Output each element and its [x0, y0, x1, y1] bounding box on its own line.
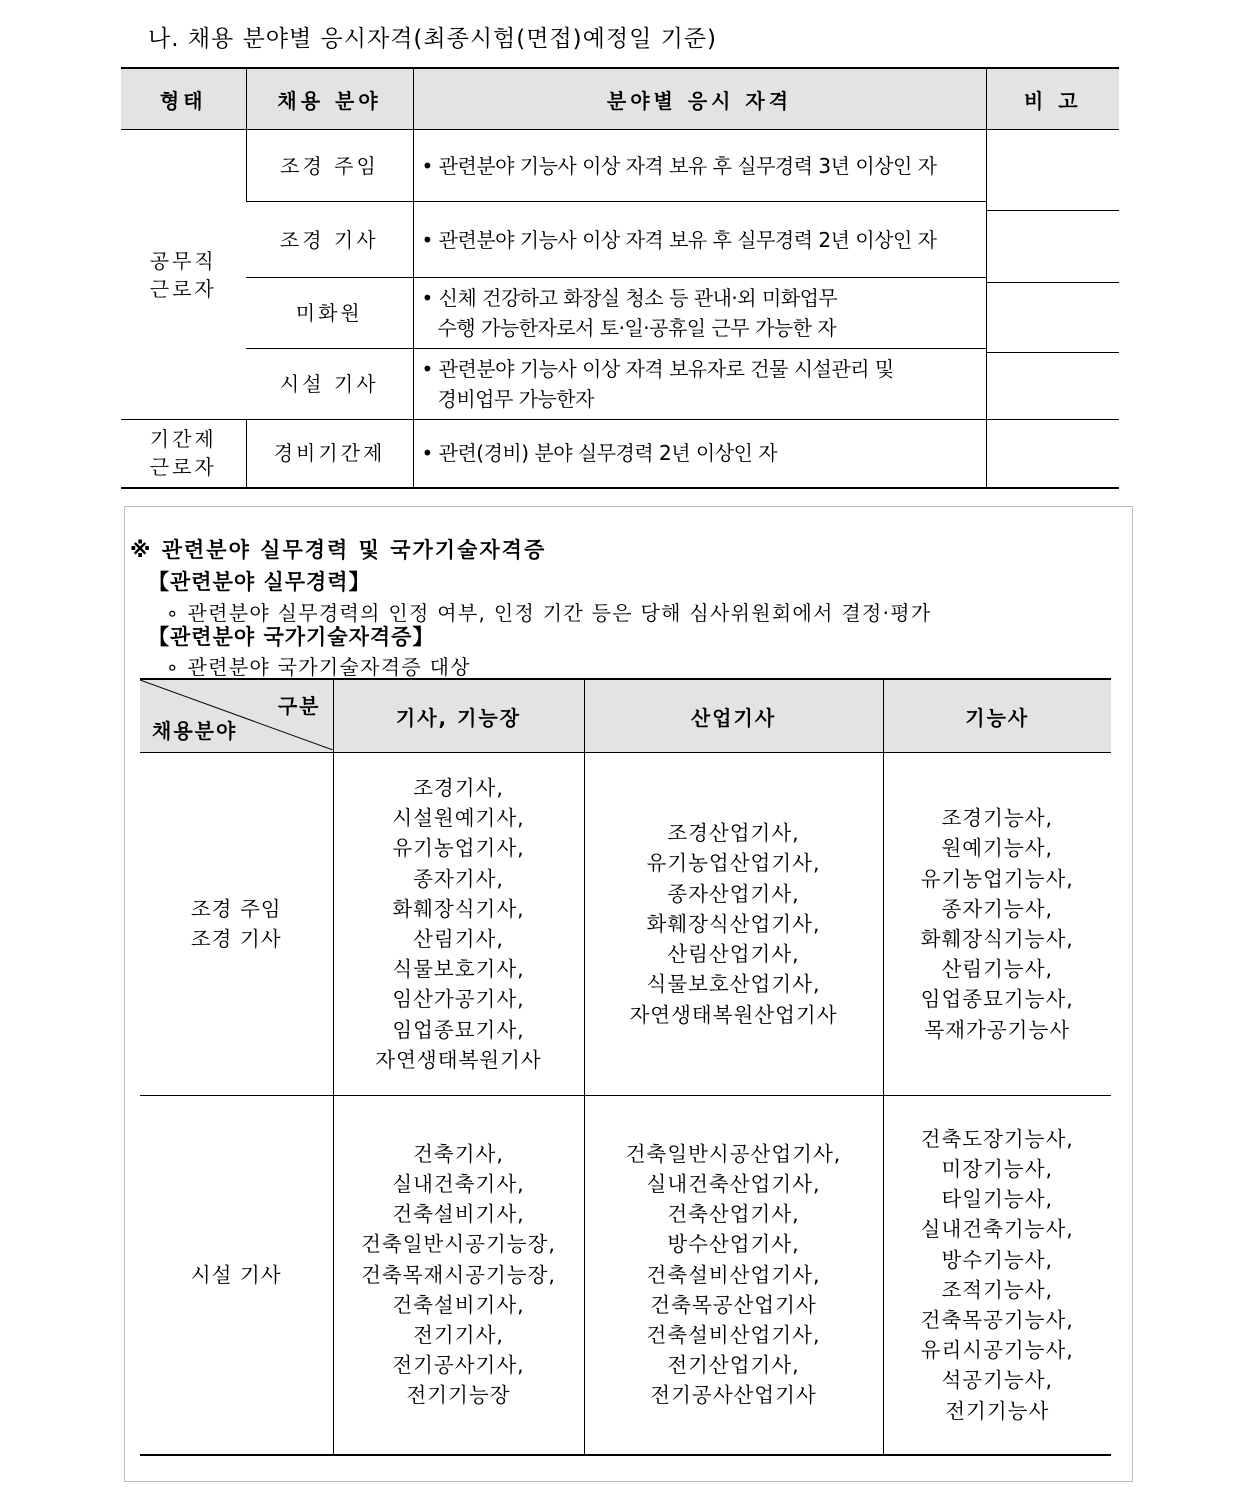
cert-item: 시설원예기사,	[392, 806, 525, 831]
header-corner	[140, 679, 333, 753]
cert-item: 전기기사,	[413, 1323, 504, 1348]
cert-item: 건축일반시공산업기사,	[625, 1141, 842, 1166]
header-type: 형태	[121, 68, 246, 130]
field-cell: 경비기간제	[246, 420, 413, 488]
cert-item: 건축일반시공기능장,	[361, 1232, 556, 1257]
header-engineer: 기사, 기능장	[333, 679, 584, 753]
cert-item: 방수산업기사,	[667, 1232, 800, 1257]
cert-item: 석공기능사,	[941, 1368, 1054, 1393]
remarks-cell	[986, 420, 1119, 488]
type-line: 근로자	[149, 455, 217, 480]
cert-item: 임산가공기사,	[392, 987, 525, 1012]
qualification-cell	[413, 278, 986, 348]
cert-item: 산림산업기사,	[667, 942, 800, 967]
remarks-slot	[987, 130, 1120, 211]
section-title: 나. 채용 분야별 응시자격(최종시험(면접)예정일 기준)	[148, 26, 718, 52]
table-row	[121, 130, 1119, 202]
cert-item: 조경기사,	[413, 775, 504, 800]
cert-list-engineer	[333, 753, 584, 1096]
cert-item: 유기농업기사,	[392, 836, 525, 861]
type-line: 공무직	[149, 248, 217, 273]
cert-list-industrial	[584, 1096, 883, 1455]
header-craftsman: 기능사	[883, 679, 1111, 753]
cert-item: 임업종묘기사,	[392, 1017, 525, 1042]
field-cell	[140, 753, 333, 1096]
table-row	[121, 420, 1119, 488]
cert-item: 건축목재시공기능장,	[361, 1262, 556, 1287]
cert-item: 자연생태복원산업기사	[629, 1002, 838, 1027]
cert-list-craftsman	[883, 1096, 1111, 1455]
table-row	[121, 202, 1119, 278]
cert-list-craftsman	[883, 753, 1111, 1096]
field-line: 조경 기사	[190, 927, 282, 951]
cert-item: 조적기능사,	[941, 1277, 1054, 1302]
field-cell: 조경 기사	[246, 202, 413, 278]
cert-item: 건축산업기사,	[667, 1202, 800, 1227]
cert-item: 건축설비기사,	[392, 1202, 525, 1227]
cert-item: 전기공사산업기사	[650, 1383, 817, 1408]
cert-item: 실내건축기능사,	[920, 1217, 1074, 1242]
table-header-row	[121, 68, 1119, 130]
cert-item: 건축목공기능사,	[920, 1307, 1074, 1332]
cert-item: 방수기능사,	[941, 1247, 1054, 1272]
field-cell: 시설 기사	[246, 348, 413, 419]
qualification-cell	[413, 348, 986, 419]
type-cell-group2	[121, 420, 246, 488]
cert-item: 목재가공기능사	[924, 1017, 1071, 1042]
cert-item: 유기농업산업기사,	[646, 851, 821, 876]
corner-label-category: 구분	[277, 694, 321, 718]
qualification-cell: • 관련(경비) 분야 실무경력 2년 이상인 자	[413, 420, 986, 488]
type-line: 근로자	[149, 276, 217, 301]
cert-item: 전기공사기사,	[392, 1353, 525, 1378]
corner-label-field: 채용분야	[152, 719, 238, 743]
note-text-certificate: ∘ 관련분야 국가기술자격증 대상	[166, 655, 471, 679]
cert-item: 자연생태복원기사	[375, 1047, 542, 1072]
cert-item: 전기기능사	[945, 1398, 1050, 1423]
cert-item: 산림기사,	[413, 927, 504, 951]
cert-item: 산림기능사,	[941, 957, 1054, 982]
remarks-slot	[987, 353, 1120, 419]
cert-item: 건축기사,	[413, 1141, 504, 1166]
qualification-line: • 신체 건강하고 화장실 청소 등 관내·외 미화업무	[421, 286, 838, 311]
cert-item: 화훼장식기사,	[392, 896, 525, 921]
field-line: 조경 주임	[190, 896, 282, 921]
certificate-table	[140, 678, 1111, 1456]
note-subtitle-certificate: 【관련분야 국가기술자격증】	[148, 625, 435, 649]
cert-item: 타일기능사,	[941, 1187, 1054, 1212]
cert-item: 유리시공기능사,	[920, 1338, 1074, 1363]
table-row	[121, 348, 1119, 419]
field-cell: 조경 주임	[246, 130, 413, 202]
qualification-cell: • 관련분야 기능사 이상 자격 보유 후 실무경력 2년 이상인 자	[413, 202, 986, 278]
cert-item: 건축목공산업기사	[650, 1292, 817, 1317]
remarks-slot	[987, 211, 1120, 283]
cert-item: 전기기능장	[406, 1383, 511, 1408]
cert-item: 미장기능사,	[941, 1156, 1054, 1181]
qualification-table	[121, 67, 1119, 489]
note-title: ※ 관련분야 실무경력 및 국가기술자격증	[130, 538, 547, 562]
note-subtitle-experience: 【관련분야 실무경력】	[148, 570, 371, 594]
table-row	[121, 278, 1119, 348]
cert-item: 원예기능사,	[941, 836, 1054, 861]
qualification-line: • 관련분야 기능사 이상 자격 보유자로 건물 시설관리 및	[421, 356, 894, 381]
remarks-slot	[987, 283, 1120, 353]
cert-list-industrial	[584, 753, 883, 1096]
cert-list-engineer	[333, 1096, 584, 1455]
field-line: 시설 기사	[190, 1262, 282, 1287]
cert-item: 건축설비산업기사,	[646, 1323, 821, 1348]
cert-item: 실내건축기사,	[392, 1172, 525, 1197]
cert-item: 전기산업기사,	[667, 1353, 800, 1378]
cert-item: 임업종묘기능사,	[920, 987, 1074, 1012]
type-cell-group1	[121, 130, 246, 420]
cert-item: 건축설비산업기사,	[646, 1262, 821, 1287]
cert-item: 화훼장식산업기사,	[646, 911, 821, 936]
cert-item: 화훼장식기능사,	[920, 927, 1074, 951]
cert-item: 실내건축산업기사,	[646, 1172, 821, 1197]
header-qualification: 분야별 응시 자격	[413, 68, 986, 130]
qualification-cell: • 관련분야 기능사 이상 자격 보유 후 실무경력 3년 이상인 자	[413, 130, 986, 202]
cert-item: 종자기사,	[413, 866, 504, 891]
table-row	[140, 753, 1111, 1096]
cert-item: 건축도장기능사,	[920, 1126, 1074, 1151]
note-text-experience: ∘ 관련분야 실무경력의 인정 여부, 인정 기간 등은 당해 심사위원회에서 결정·평가	[166, 601, 932, 625]
qualification-line: 수행 가능한자로서 토·일·공휴일 근무 가능한 자	[437, 316, 837, 341]
cert-item: 종자기능사,	[941, 896, 1054, 921]
remarks-cell	[986, 130, 1119, 420]
cert-item: 건축설비기사,	[392, 1292, 525, 1317]
field-cell	[140, 1096, 333, 1455]
field-cell: 미화원	[246, 278, 413, 348]
qualification-line: 경비업무 가능한자	[437, 386, 594, 411]
header-industrial-engineer: 산업기사	[584, 679, 883, 753]
cert-item: 유기농업기능사,	[920, 866, 1074, 891]
table-row	[140, 1096, 1111, 1455]
header-field: 채용 분야	[246, 68, 413, 130]
cert-item: 식물보호기사,	[392, 957, 525, 982]
cert-item: 조경기능사,	[941, 806, 1054, 831]
cert-item: 조경산업기사,	[667, 821, 800, 846]
header-remarks: 비 고	[986, 68, 1119, 130]
type-line: 기간제	[149, 427, 217, 452]
table-header-row	[140, 679, 1111, 753]
cert-item: 식물보호산업기사,	[646, 972, 821, 997]
cert-item: 종자산업기사,	[667, 881, 800, 906]
